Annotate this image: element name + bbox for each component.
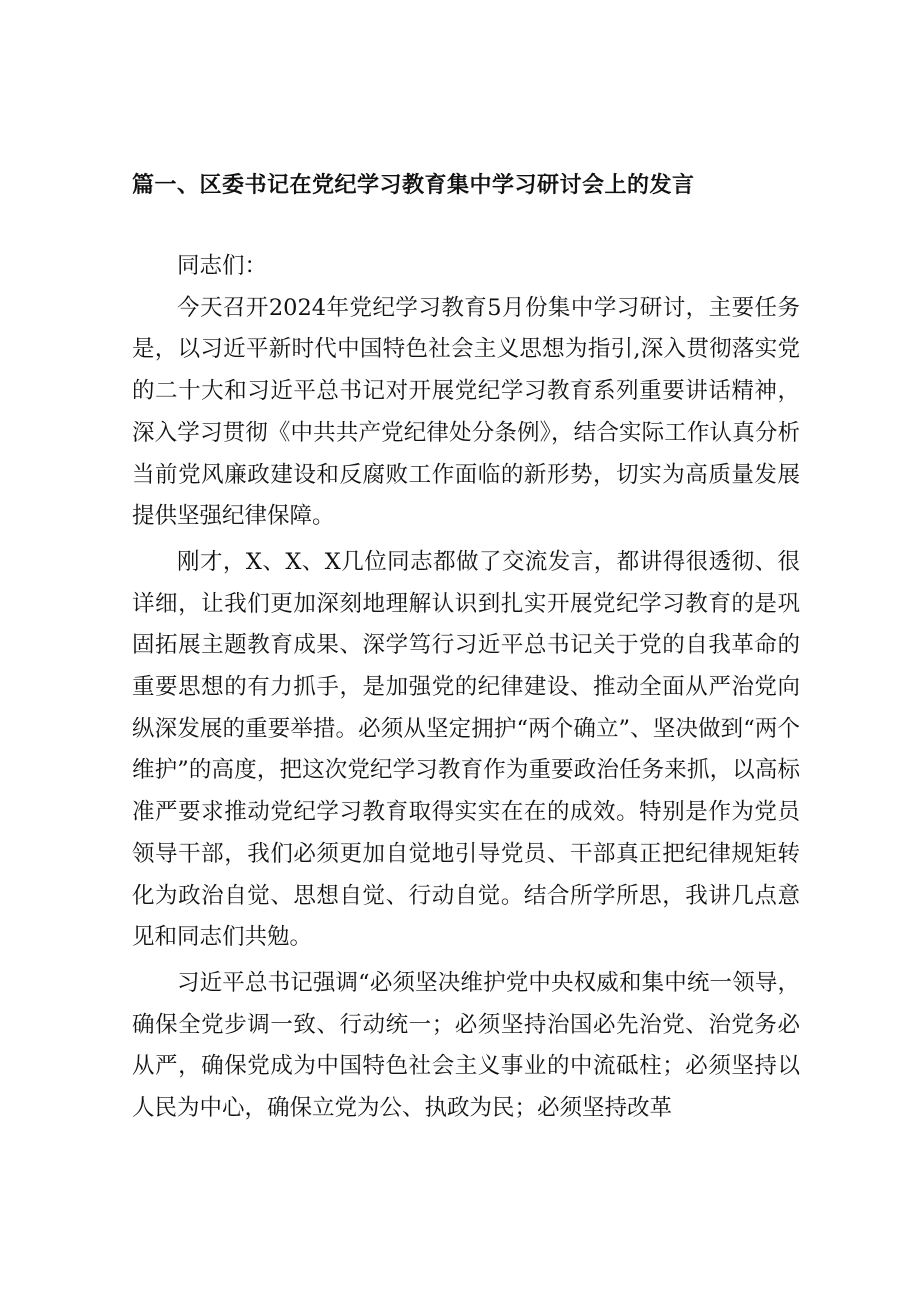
paragraph-2: 刚才，X、X、X几位同志都做了交流发言，都讲得很透彻、很详细，让我们更加深刻地理解认识到扎实开展党纪学习教育的是巩固拓展主题教育成果、深学笃行习近平总书记关于党的自我革命的重要思想的有力抓手，是加强党的纪律建设、推动全面从严治党向纵深发展的重要举措。必须从坚定拥护“两个确立”、坚决做到“两个维护”的高度，把这次党纪学习教育作为重要政治任务来抓，以高标准严要求推动党纪学习教育取得实实在在的成效。特别是作为党员领导干部，我们必须更加自觉地引导党员、干部真正把纪律规矩转化为政治自觉、思想自觉、行动自觉。结合所学所思，我讲几点意见和同志们共勉。 — [132, 548, 800, 951]
paragraph-1: 今天召开2024年党纪学习教育5月份集中学习研讨，主要任务是，以习近平新时代中国特色社会主义思想为指引,深入贯彻落实党的二十大和习近平总书记对开展党纪学习教育系列重要讲话精神，深入学习贯彻《中共共产党纪律处分条例》，结合实际工作认真分析当前党风廉政建设和反腐败工作面临的新形势，切实为高质量发展提供坚强纪律保障。 — [132, 294, 800, 530]
document-body — [132, 246, 800, 1134]
document-title: 篇一、区委书记在党纪学习教育集中学习研讨会上的发言 — [132, 173, 695, 198]
greeting: 同志们： — [177, 253, 268, 279]
paragraph-3: 习近平总书记强调“必须坚决维护党中央权威和集中统一领导，确保全党步调一致、行动统一；必须坚持治国必先治党、治党务必从严，确保党成为中国特色社会主义事业的中流砥柱；必须坚持以人民为中心，确保立党为公、执政为民；必须坚持改革 — [132, 969, 800, 1122]
